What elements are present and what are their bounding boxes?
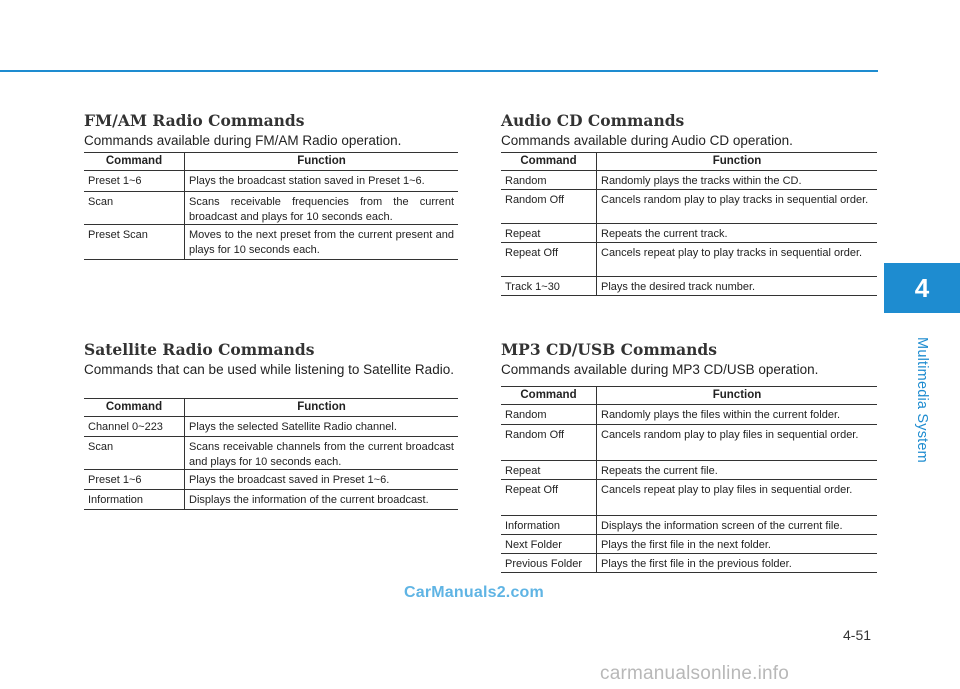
function-cell: Cancels repeat play to play tracks in sequential order. — [596, 243, 877, 276]
chapter-side-label — [912, 337, 932, 463]
watermark-link[interactable]: CarManuals2.com — [404, 584, 544, 601]
function-cell: Randomly plays the tracks within the CD. — [596, 171, 877, 189]
function-cell: Plays the first file in the previous folder. — [596, 554, 877, 572]
command-cell: Next Folder — [505, 539, 562, 551]
function-cell: Scans receivable channels from the current broadcast and plays for 10 seconds each. — [184, 437, 458, 469]
table-row — [501, 554, 877, 573]
table-header — [84, 399, 458, 417]
function-column-header: Function — [184, 399, 458, 416]
command-cell: Preset Scan — [88, 229, 148, 241]
function-cell: Plays the broadcast saved in Preset 1~6. — [184, 470, 458, 489]
table-row — [84, 225, 458, 260]
command-cell: Track 1~30 — [505, 281, 560, 293]
command-cell: Scan — [88, 441, 114, 453]
table-row — [501, 171, 877, 190]
mp3-usb-table — [501, 386, 877, 573]
audio-cd-table — [501, 152, 877, 296]
satellite-title: Satellite Radio Commands — [84, 340, 315, 359]
function-column-header: Function — [596, 387, 877, 404]
function-column-header: Function — [184, 153, 458, 170]
command-column-header: Command — [520, 155, 577, 167]
command-cell: Preset 1~6 — [88, 175, 142, 187]
function-cell: Displays the information screen of the current file. — [596, 516, 877, 534]
fm-am-title: FM/AM Radio Commands — [84, 111, 305, 130]
mp3-usb-description: Commands available during MP3 CD/USB operation. — [501, 362, 819, 377]
audio-cd-title: Audio CD Commands — [501, 111, 685, 130]
fm-am-description: Commands available during FM/AM Radio operation. — [84, 133, 402, 148]
function-cell: Repeats the current file. — [596, 461, 877, 479]
function-cell: Moves to the next preset from the current present and plays for 10 seconds each. — [184, 225, 458, 259]
function-cell: Displays the information of the current broadcast. — [184, 490, 458, 509]
command-cell: Random — [505, 409, 547, 421]
table-row — [501, 224, 877, 243]
chapter-number: 4 — [914, 272, 930, 303]
chapter-title: Multimedia System — [914, 337, 930, 463]
table-row — [501, 516, 877, 535]
command-cell: Random Off — [505, 429, 565, 441]
table-row — [84, 417, 458, 437]
table-row — [84, 490, 458, 510]
function-column-header: Function — [596, 153, 877, 170]
footer-watermark: carmanualsonline.info — [600, 663, 790, 684]
table-row — [501, 243, 877, 277]
table-row — [501, 425, 877, 461]
table-header — [84, 153, 458, 171]
function-cell: Cancels repeat play to play files in sequential order. — [596, 480, 877, 515]
function-cell: Plays the broadcast station saved in Preset 1~6. — [184, 171, 458, 191]
function-cell: Plays the desired track number. — [596, 277, 877, 295]
table-row — [501, 190, 877, 224]
table-row — [501, 535, 877, 554]
satellite-description: Commands that can be used while listening to Satellite Radio. — [84, 362, 454, 377]
satellite-table — [84, 398, 458, 510]
function-cell: Repeats the current track. — [596, 224, 877, 242]
command-column-header: Command — [520, 389, 577, 401]
command-cell: Channel 0~223 — [88, 421, 163, 433]
table-row — [501, 405, 877, 425]
function-cell: Cancels random play to play files in sequential order. — [596, 425, 877, 460]
command-cell: Information — [88, 494, 144, 506]
table-row — [84, 192, 458, 225]
command-cell: Previous Folder — [505, 558, 583, 570]
command-cell: Repeat — [505, 465, 541, 477]
command-cell: Repeat — [505, 228, 541, 240]
mp3-usb-title: MP3 CD/USB Commands — [501, 340, 717, 359]
command-cell: Random Off — [505, 194, 565, 206]
table-row — [84, 437, 458, 470]
function-cell: Plays the first file in the next folder. — [596, 535, 877, 553]
table-row — [501, 277, 877, 296]
header-rule — [0, 70, 878, 72]
command-cell: Preset 1~6 — [88, 474, 142, 486]
table-header — [501, 387, 877, 405]
page-number: 4-51 — [843, 627, 872, 643]
table-row — [501, 461, 877, 480]
command-cell: Scan — [88, 196, 114, 208]
function-cell: Plays the selected Satellite Radio channel. — [184, 417, 458, 436]
table-header — [501, 153, 877, 171]
chapter-tab — [884, 263, 960, 313]
command-cell: Information — [505, 520, 561, 532]
command-cell: Repeat Off — [505, 484, 558, 496]
fm-am-table — [84, 152, 458, 260]
function-cell: Randomly plays the files within the current folder. — [596, 405, 877, 424]
command-cell: Repeat Off — [505, 247, 558, 259]
command-column-header: Command — [105, 401, 163, 413]
table-row — [84, 171, 458, 192]
function-cell: Cancels random play to play tracks in sequential order. — [596, 190, 877, 223]
command-column-header: Command — [105, 155, 163, 167]
command-cell: Random — [505, 175, 547, 187]
audio-cd-description: Commands available during Audio CD operation. — [501, 133, 793, 148]
table-row — [501, 480, 877, 516]
table-row — [84, 470, 458, 490]
function-cell: Scans receivable frequencies from the current broadcast and plays for 10 seconds each. — [184, 192, 458, 224]
